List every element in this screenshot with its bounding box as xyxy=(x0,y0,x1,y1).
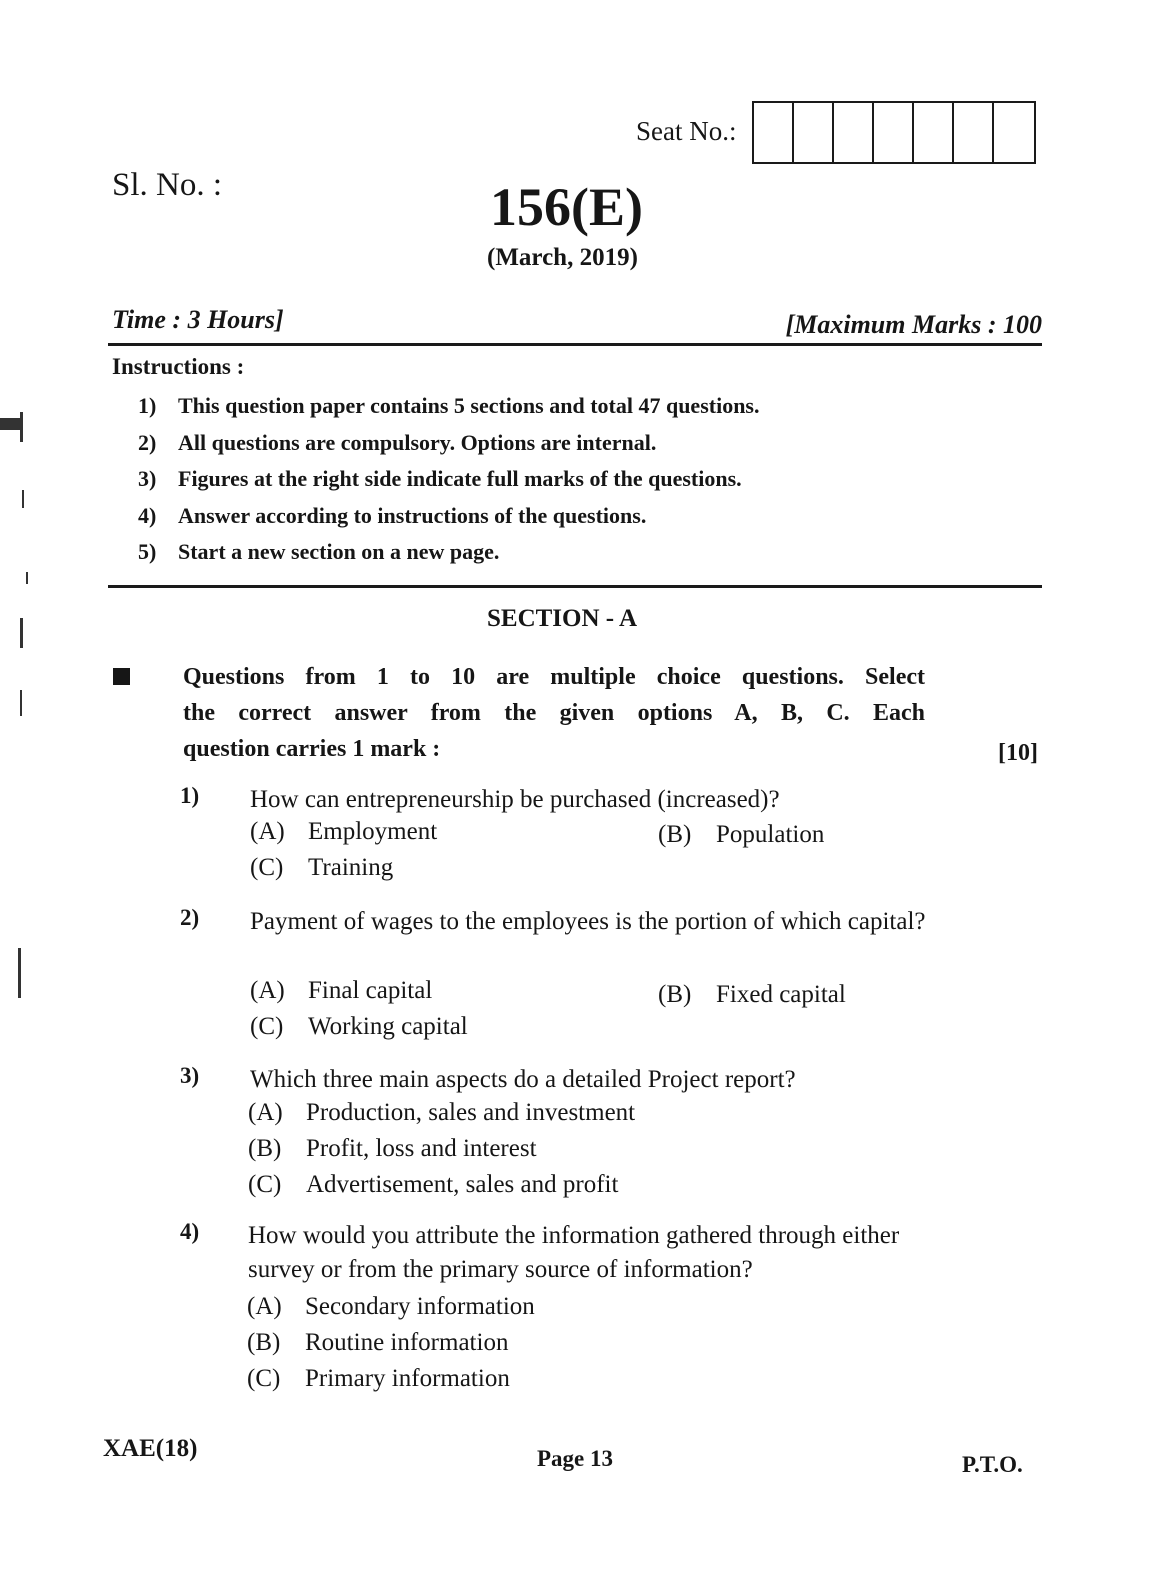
seat-number-boxes[interactable] xyxy=(752,101,1036,164)
seat-number-label: Seat No.: xyxy=(636,116,737,146)
option-label: (C) xyxy=(250,854,284,881)
scan-mark xyxy=(20,412,23,442)
option-label: (A) xyxy=(247,1293,282,1320)
option-b[interactable] xyxy=(658,821,824,849)
option-a[interactable] xyxy=(248,1099,635,1127)
option-label: (A) xyxy=(250,977,285,1004)
option-label: (B) xyxy=(248,1135,282,1162)
seat-number-box[interactable] xyxy=(754,103,794,162)
option-c[interactable] xyxy=(248,1171,618,1199)
option-label: (A) xyxy=(248,1099,283,1126)
option-label: (B) xyxy=(658,981,692,1008)
option-c[interactable] xyxy=(250,854,393,882)
question-number: 2) xyxy=(180,905,200,930)
section-marks: [10] xyxy=(998,740,1038,766)
option-b[interactable] xyxy=(248,1135,537,1163)
option-text: Working capital xyxy=(308,1013,468,1040)
question-text: Which three main aspects do a detailed Project report? xyxy=(250,1066,796,1093)
option-label: (B) xyxy=(247,1329,281,1356)
directive-line: the correct answer from the given options A, B, C. Each xyxy=(183,700,925,726)
instructions-list xyxy=(138,393,760,576)
instruction-item xyxy=(138,503,760,540)
scan-mark xyxy=(22,490,24,508)
instructions-divider xyxy=(108,585,1042,588)
question-text: How can entrepreneurship be purchased (increased)? xyxy=(250,786,780,813)
seat-number-box[interactable] xyxy=(834,103,874,162)
question-number: 3) xyxy=(180,1063,200,1088)
option-label: (C) xyxy=(248,1171,282,1198)
scan-mark xyxy=(18,948,21,998)
option-text: Production, sales and investment xyxy=(306,1099,636,1126)
option-c[interactable] xyxy=(250,1013,468,1041)
seat-number-box[interactable] xyxy=(794,103,834,162)
instruction-number: 4) xyxy=(138,502,157,528)
instruction-text: All questions are compulsory. Options are internal. xyxy=(178,429,657,455)
option-text: Profit, loss and interest xyxy=(306,1135,537,1162)
option-text: Routine information xyxy=(305,1329,509,1356)
footer-page-number: Page 13 xyxy=(537,1446,614,1471)
scan-mark xyxy=(26,572,28,584)
instruction-text: Answer according to instructions of the questions. xyxy=(178,502,647,528)
question-number: 1) xyxy=(180,783,200,808)
option-a[interactable] xyxy=(250,818,437,846)
time-duration: Time : 3 Hours] xyxy=(112,305,284,334)
instruction-text: Figures at the right side indicate full marks of the questions. xyxy=(178,466,742,491)
option-text: Primary information xyxy=(305,1365,510,1392)
instruction-item xyxy=(138,393,760,430)
option-c[interactable] xyxy=(247,1365,510,1393)
section-directive xyxy=(183,659,925,767)
footer-pto: P.T.O. xyxy=(962,1452,1023,1477)
directive-line: Questions from 1 to 10 are multiple choice questions. Select xyxy=(183,664,925,690)
scan-mark xyxy=(20,618,23,648)
instruction-item xyxy=(138,430,760,467)
question-text: How would you attribute the information gathered through either survey or from the primary source of information? xyxy=(248,1222,900,1283)
seat-number-box[interactable] xyxy=(914,103,954,162)
option-text: Population xyxy=(716,821,825,848)
option-text: Advertisement, sales and profit xyxy=(306,1171,619,1198)
paper-code: 156(E) xyxy=(490,177,643,237)
instruction-number: 2) xyxy=(138,429,157,455)
instruction-text: This question paper contains 5 sections and total 47 questions. xyxy=(178,393,760,418)
question-number: 4) xyxy=(180,1219,200,1244)
header-divider xyxy=(108,343,1042,346)
instruction-item xyxy=(138,466,760,503)
square-bullet-icon xyxy=(113,668,130,685)
serial-number-label: Sl. No. : xyxy=(112,167,223,203)
option-b[interactable] xyxy=(247,1329,508,1357)
option-a[interactable] xyxy=(247,1293,535,1321)
option-b[interactable] xyxy=(658,981,846,1009)
instructions-title: Instructions : xyxy=(112,354,245,379)
seat-number-box[interactable] xyxy=(954,103,994,162)
option-text: Fixed capital xyxy=(716,981,846,1008)
seat-number-box[interactable] xyxy=(874,103,914,162)
exam-date: (March, 2019) xyxy=(487,244,638,271)
instruction-number: 1) xyxy=(138,393,157,418)
instruction-number: 3) xyxy=(138,466,157,491)
option-label: (C) xyxy=(250,1013,284,1040)
question-text: Payment of wages to the employees is the portion of which capital? xyxy=(250,908,926,935)
scan-mark xyxy=(0,418,20,430)
instruction-number: 5) xyxy=(138,539,157,564)
maximum-marks: [Maximum Marks : 100 xyxy=(785,310,1042,339)
option-text: Training xyxy=(308,854,394,881)
footer-paper-code: XAE(18) xyxy=(103,1435,198,1462)
option-label: (C) xyxy=(247,1365,281,1392)
directive-line: question carries 1 mark : xyxy=(183,736,441,762)
scan-mark xyxy=(20,690,22,716)
option-text: Secondary information xyxy=(305,1293,535,1320)
option-text: Employment xyxy=(308,818,438,845)
option-a[interactable] xyxy=(250,977,432,1005)
option-label: (B) xyxy=(658,821,692,848)
instruction-item xyxy=(138,539,760,576)
option-label: (A) xyxy=(250,818,285,845)
seat-number-box[interactable] xyxy=(994,103,1034,162)
instruction-text: Start a new section on a new page. xyxy=(178,539,500,564)
section-title: SECTION - A xyxy=(487,605,638,632)
option-text: Final capital xyxy=(308,977,433,1004)
